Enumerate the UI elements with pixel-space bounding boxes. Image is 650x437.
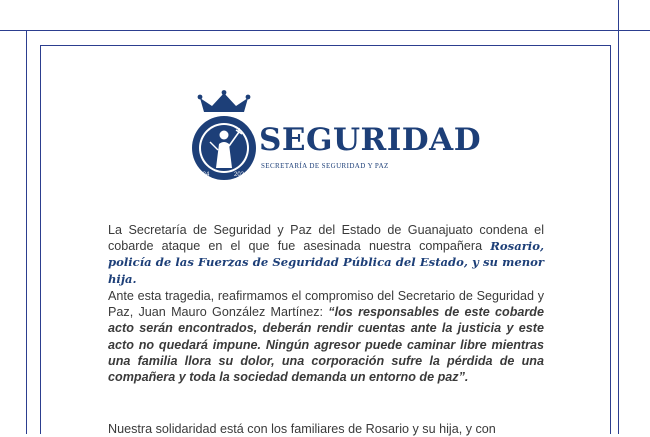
frame-left-outer-line <box>26 30 27 434</box>
frame-right-vertical-line <box>618 0 619 434</box>
paragraph-2-text: Ante esta tragedia, reafirmamos el compromiso del Secretario de Seguridad y Paz, Juan Mauro González Martínez: <box>108 289 544 320</box>
border-box-right <box>610 45 611 434</box>
seguridad-logo <box>190 90 480 190</box>
seal-year-right: 2024 <box>234 172 248 178</box>
statement-paragraph-3 <box>108 421 544 437</box>
paragraph-1-highlight: Rosario, policía de las Fuerzas de Seguridad Pública del Estado, y su menor hija. <box>108 239 544 286</box>
logo-subtitle: SECRETARÍA DE SEGURIDAD Y PAZ <box>261 162 389 170</box>
seal-year-left: 1824 <box>196 172 210 178</box>
border-box-left <box>40 45 41 434</box>
secretary-quote: “los responsables de este cobarde acto serán encontrados, deberán rendir cuentas ante la justicia y este acto no quedará impune. Ningún agresor puede caminar libre mientras una familia llora su dolor, una corporación sufre la pérdida de una compañera y toda la sociedad demanda un entorno de paz”. <box>108 305 544 385</box>
logo-wordmark: SEGURIDAD <box>259 122 482 158</box>
statement-paragraph-1 <box>108 222 544 287</box>
paragraph-3-text: Nuestra solidaridad está con los familiares de Rosario y su hija, y con <box>108 422 496 436</box>
paragraph-1-text: La Secretaría de Seguridad y Paz del Estado de Guanajuato condena el cobarde ataque en el que fue asesinada nuestra compañera <box>108 223 544 254</box>
border-box-top <box>40 45 611 46</box>
seal-emblem-icon <box>190 90 258 190</box>
frame-top-line <box>0 30 650 31</box>
statement-paragraph-2 <box>108 288 544 385</box>
